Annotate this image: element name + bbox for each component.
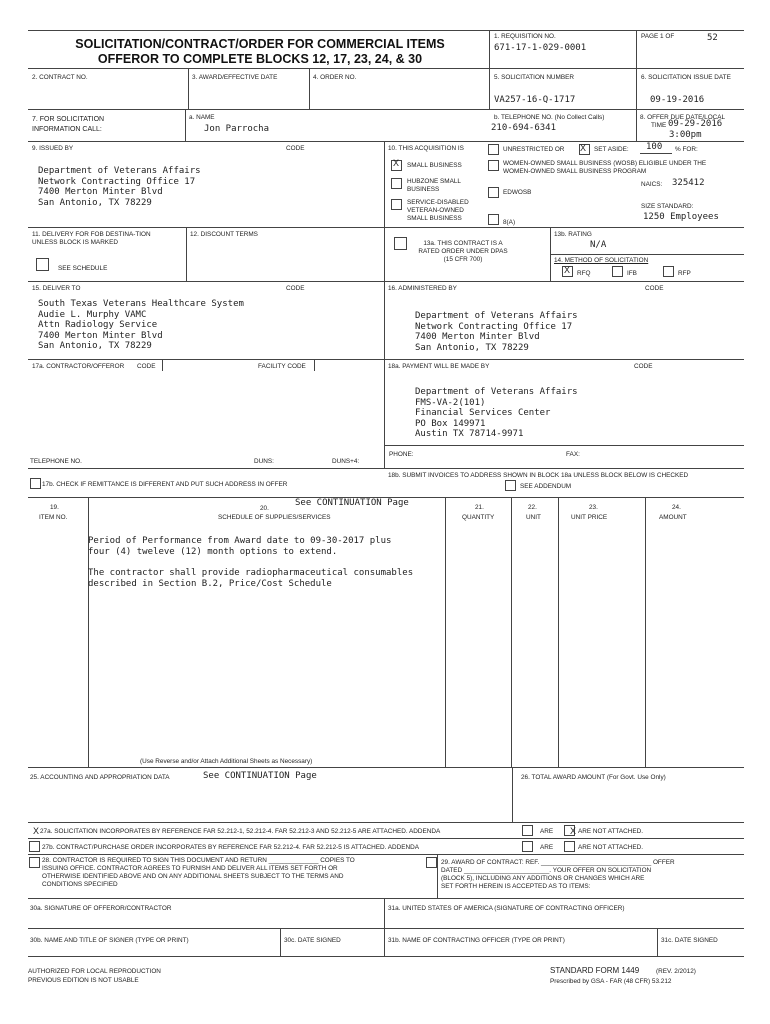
contractor-label: 17a. CONTRACTOR/OFFEROR bbox=[32, 363, 125, 370]
rule bbox=[384, 898, 385, 956]
payment-label: 18a. PAYMENT WILL BE MADE BY bbox=[388, 363, 490, 370]
edwosb-label: EDWOSB bbox=[503, 189, 532, 196]
address-line: FMS-VA-2(101) bbox=[415, 397, 486, 408]
set-aside-pct[interactable]: 100 bbox=[646, 142, 663, 152]
deliver-to-code-label: CODE bbox=[286, 285, 305, 292]
col-item-no-num: 19. bbox=[50, 504, 59, 511]
solicitation-no-label: 5. SOLICITATION NUMBER bbox=[494, 74, 575, 81]
address-line: South Texas Veterans Healthcare System bbox=[38, 299, 244, 309]
31b-name-label: 31b. NAME OF CONTRACTING OFFICER (TYPE OR PRINT) bbox=[388, 937, 565, 944]
wosb-checkbox[interactable] bbox=[488, 160, 499, 171]
schedule-line bbox=[88, 558, 413, 569]
31c-date-label: 31c. DATE SIGNED bbox=[661, 937, 718, 944]
schedule-line: Period of Performance from Award date to 09-30-2017 plus bbox=[88, 536, 392, 546]
submit-invoices-label: 18b. SUBMIT INVOICES TO ADDRESS SHOWN IN BLOCK 18a UNLESS BLOCK BELOW IS CHECKED bbox=[388, 472, 689, 479]
rule bbox=[437, 854, 438, 898]
requisition-no[interactable]: 671-17-1-029-0001 bbox=[494, 43, 587, 53]
27b-are-checkbox[interactable] bbox=[522, 841, 533, 852]
acquisition-label: 10. THIS ACQUISITION IS bbox=[388, 145, 464, 152]
footer-form-number: STANDARD FORM 1449 bbox=[550, 966, 640, 975]
schedule-description bbox=[88, 536, 413, 590]
rule bbox=[512, 767, 513, 822]
29-award-line2: DATED ________________________. YOUR OFFER ON SOLICITATION bbox=[441, 867, 652, 874]
27b-checkbox[interactable] bbox=[29, 841, 40, 852]
duns4-label: DUNS+4: bbox=[332, 458, 360, 465]
wosb-label: WOMEN-OWNED SMALL BUSINESS (WOSB) ELIGIBLE UNDER THE WOMEN-OWNED SMALL BUSINESS PROGRAM bbox=[503, 160, 707, 175]
col-quantity-header: QUANTITY bbox=[462, 514, 495, 521]
27b-label: 27b. CONTRACT/PURCHASE ORDER INCORPORATES BY REFERENCE FAR 52.212-4. FAR 52.212-5 IS ATTACHED. ADDENDA bbox=[42, 844, 420, 851]
rule bbox=[657, 928, 658, 956]
27a-are-not-mark: X bbox=[570, 826, 577, 836]
rfq-check-mark: X bbox=[564, 265, 571, 275]
order-no-label: 4. ORDER NO. bbox=[313, 74, 357, 81]
rated-order-checkbox[interactable] bbox=[394, 237, 407, 250]
unrestricted-label: UNRESTRICTED OR bbox=[503, 146, 565, 153]
deliver-to-label: 15. DELIVER TO bbox=[32, 285, 81, 292]
eight-a-label: 8(A) bbox=[503, 219, 516, 226]
address-line: 7400 Merton Minter Blvd bbox=[415, 332, 540, 342]
address-line: Department of Veterans Affairs bbox=[415, 311, 578, 321]
form-title-line1: SOLICITATION/CONTRACT/ORDER FOR COMMERCIAL ITEMS bbox=[75, 37, 445, 51]
address-line: PO Box 149971 bbox=[415, 418, 486, 429]
set-aside-check-mark: X bbox=[580, 143, 587, 153]
offer-due-label: 8. OFFER DUE DATE/LOCAL bbox=[640, 114, 726, 121]
schedule-line: The contractor shall provide radiopharmaceutical consumables bbox=[88, 568, 414, 579]
payment-phone-label: PHONE: bbox=[389, 451, 414, 458]
address-line: 7400 Merton Minter Blvd bbox=[38, 187, 163, 197]
phone-label: b. TELEPHONE NO. (No Collect Calls) bbox=[494, 114, 605, 121]
rule bbox=[28, 468, 744, 469]
issued-by-label: 9. ISSUED BY bbox=[32, 145, 74, 152]
address-line: Network Contracting Office 17 bbox=[415, 321, 573, 332]
sdvosb-label: SERVICE-DISABLED VETERAN-OWNED SMALL BUSINESS bbox=[407, 199, 469, 222]
col-unit-price-num: 23. bbox=[589, 504, 598, 511]
address-line: San Antonio, TX 78229 bbox=[415, 342, 529, 353]
solicitation-no[interactable]: VA257-16-Q-1717 bbox=[494, 95, 576, 105]
29-award-line4: SET FORTH HEREIN IS ACCEPTED AS TO ITEMS: bbox=[441, 883, 591, 890]
total-award-label: 26. TOTAL AWARD AMOUNT (For Govt. Use Only) bbox=[521, 774, 666, 781]
for-info-label: 7. FOR SOLICITATION INFORMATION CALL: bbox=[32, 116, 105, 133]
rule bbox=[28, 838, 744, 839]
29-checkbox[interactable] bbox=[426, 857, 437, 868]
col-amount-num: 24. bbox=[672, 504, 681, 511]
rule bbox=[28, 141, 744, 142]
contact-phone[interactable]: 210-694-6341 bbox=[491, 123, 557, 133]
see-addendum-label: SEE ADDENDUM bbox=[520, 483, 572, 490]
form-title-line2: OFFEROR TO COMPLETE BLOCKS 12, 17, 23, 24, & 30 bbox=[97, 52, 423, 66]
ifb-label: IFB bbox=[627, 270, 637, 277]
address-line: Attn Radiology Service bbox=[38, 320, 158, 330]
payment-fax-label: FAX: bbox=[566, 451, 580, 458]
delivery-fob-label: 11. DELIVERY FOR FOB DESTINA-TION UNLESS BLOCK IS MARKED bbox=[32, 231, 151, 246]
sdvosb-checkbox[interactable] bbox=[391, 199, 402, 210]
col-unit-price-header: UNIT PRICE bbox=[571, 514, 608, 521]
rule bbox=[188, 68, 189, 109]
facility-code-label: FACILITY CODE bbox=[258, 363, 306, 370]
offer-due-date[interactable]: 09-29-2016 bbox=[668, 119, 723, 129]
small-business-label: SMALL BUSINESS bbox=[407, 162, 462, 169]
issued-by-address bbox=[38, 166, 201, 208]
rating-divider bbox=[550, 254, 744, 255]
size-standard-label: SIZE STANDARD: bbox=[641, 203, 694, 210]
27b-are-label: ARE bbox=[540, 844, 554, 851]
rfp-checkbox[interactable] bbox=[663, 266, 674, 277]
rule bbox=[186, 227, 187, 281]
administered-by-address bbox=[415, 311, 578, 353]
rule bbox=[28, 767, 744, 768]
27a-are-checkbox[interactable] bbox=[522, 825, 533, 836]
rule bbox=[489, 30, 490, 110]
rule bbox=[309, 68, 310, 109]
30c-date-label: 30c. DATE SIGNED bbox=[284, 937, 341, 944]
see-schedule-label: SEE SCHEDULE bbox=[58, 265, 108, 272]
contractor-code-box-divider bbox=[162, 359, 163, 371]
contract-no-label: 2. CONTRACT NO. bbox=[32, 74, 88, 81]
rule bbox=[558, 497, 559, 767]
remittance-label: 17b. CHECK IF REMITTANCE IS DIFFERENT AND PUT SUCH ADDRESS IN OFFER bbox=[42, 481, 288, 488]
remittance-checkbox[interactable] bbox=[30, 478, 41, 489]
footer-authorized: AUTHORIZED FOR LOCAL REPRODUCTION bbox=[28, 968, 161, 975]
unrestricted-checkbox[interactable] bbox=[488, 144, 499, 155]
payment-address bbox=[415, 387, 578, 440]
administered-by-code-label: CODE bbox=[645, 285, 664, 292]
27b-are-not-checkbox[interactable] bbox=[564, 841, 575, 852]
issue-date-label: 6. SOLICITATION ISSUE DATE bbox=[641, 74, 731, 81]
naics-value[interactable]: 325412 bbox=[672, 178, 705, 188]
rule bbox=[511, 497, 512, 767]
col-quantity-num: 21. bbox=[475, 504, 484, 511]
hubzone-checkbox[interactable] bbox=[391, 178, 402, 189]
award-date-label: 3. AWARD/EFFECTIVE DATE bbox=[192, 74, 278, 81]
schedule-line: four (4) tweleve (12) month options to extend. bbox=[88, 546, 338, 557]
time-label: TIME bbox=[651, 122, 667, 129]
address-line: Department of Veterans Affairs bbox=[38, 166, 201, 176]
pct-for-label: % FOR: bbox=[675, 146, 698, 153]
hubzone-label: HUBZONE SMALL BUSINESS bbox=[407, 178, 461, 193]
see-addendum-checkbox[interactable] bbox=[505, 480, 516, 491]
footer-prescribed: Prescribed by GSA - FAR (48 CFR) 53.212 bbox=[550, 978, 672, 985]
col-unit-header: UNIT bbox=[526, 514, 541, 521]
contact-name[interactable]: Jon Parrocha bbox=[204, 124, 270, 134]
rule bbox=[185, 109, 186, 141]
address-line: San Antonio, TX 78229 bbox=[38, 197, 152, 208]
see-schedule-checkbox[interactable] bbox=[36, 258, 49, 271]
naics-label: NAICS: bbox=[641, 181, 663, 188]
29-award-line1: 29. AWARD OF CONTRACT: REF. _______________________________ OFFER bbox=[441, 859, 675, 866]
27a-are-label: ARE bbox=[540, 828, 554, 835]
27a-check-mark: X bbox=[33, 826, 40, 836]
duns-label: DUNS: bbox=[254, 458, 274, 465]
set-aside-label: SET ASIDE: bbox=[594, 146, 629, 153]
rule bbox=[28, 227, 744, 228]
reverse-note: (Use Reverse and/or Attach Additional Sheets as Necessary) bbox=[140, 758, 313, 765]
rule bbox=[280, 928, 281, 956]
discount-terms-label: 12. DISCOUNT TERMS bbox=[190, 231, 258, 238]
address-line: Network Contracting Office 17 bbox=[38, 176, 196, 187]
col-item-no-header: ITEM NO. bbox=[39, 514, 68, 521]
rule bbox=[28, 898, 744, 899]
27a-are-not-label: ARE NOT ATTACHED. bbox=[578, 828, 643, 835]
address-line: San Antonio, TX 78229 bbox=[38, 341, 152, 351]
29-award-line3: (BLOCK 5), INCLUDING ANY ADDITIONS OR CHANGES WHICH ARE bbox=[441, 875, 645, 882]
28-contractor-text: 28. CONTRACTOR IS REQUIRED TO SIGN THIS DOCUMENT AND RETURN ______________ COPIES TO ISSUING OFFICE. CONTRACTOR AGREES TO FURNISH AND DELIVER ALL ITEMS SET FORTH OR OTHERWISE IDENTIFIED ABOVE AND ON ANY ADDITIONAL SHEETS SUBJECT TO THE TERMS AND CONDITIONS SPECIFIED bbox=[42, 857, 355, 888]
27a-label: 27a. SOLICITATION INCORPORATES BY REFERENCE FAR 52.212-1, 52.212-4. FAR 52.212-3 AND 52.212-5 ARE ATTACHED. ADDENDA bbox=[40, 828, 441, 835]
rule bbox=[384, 445, 744, 446]
rating-value[interactable]: N/A bbox=[590, 240, 607, 250]
offer-due-time[interactable]: 3:00pm bbox=[669, 130, 702, 140]
footer-previous-edition: PREVIOUS EDITION IS NOT USABLE bbox=[28, 977, 139, 984]
rule bbox=[28, 854, 744, 855]
rule bbox=[384, 141, 385, 468]
rated-order-label: 13a. THIS CONTRACT IS A RATED ORDER UNDER DPAS (15 CFR 700) bbox=[418, 240, 508, 263]
contractor-code-label: CODE bbox=[137, 363, 156, 370]
col-supplies-note: See CONTINUATION Page bbox=[295, 498, 409, 508]
rfp-label: RFP bbox=[678, 270, 691, 277]
rfq-label: RFQ bbox=[577, 270, 591, 277]
address-line: Austin TX 78714-9971 bbox=[415, 429, 524, 439]
col-unit-num: 22. bbox=[528, 504, 537, 511]
rule bbox=[645, 497, 646, 767]
accounting-label: 25. ACCOUNTING AND APPROPRIATION DATA bbox=[30, 774, 170, 781]
rule bbox=[636, 30, 637, 141]
rating-label: 13b. RATING bbox=[554, 231, 592, 238]
contractor-telephone-label: TELEPHONE NO. bbox=[30, 458, 82, 465]
requisition-label: 1. REQUISITION NO. bbox=[494, 33, 556, 40]
rule bbox=[445, 497, 446, 767]
col-supplies-header: SCHEDULE OF SUPPLIES/SERVICES bbox=[218, 514, 331, 521]
administered-by-label: 16. ADMINISTERED BY bbox=[388, 285, 457, 292]
set-aside-pct-underline bbox=[640, 153, 672, 154]
rule bbox=[28, 956, 744, 957]
issued-by-code-label: CODE bbox=[286, 145, 305, 152]
method-label: 14. METHOD OF SOLICITATION bbox=[554, 257, 649, 264]
edwosb-checkbox[interactable] bbox=[488, 187, 499, 198]
col-supplies-num: 20. bbox=[260, 505, 269, 512]
issue-date[interactable]: 09-19-2016 bbox=[650, 95, 705, 105]
page-total: 52 bbox=[707, 33, 718, 43]
col-amount-header: AMOUNT bbox=[659, 514, 687, 521]
rule bbox=[28, 359, 744, 360]
31a-signature-label: 31a. UNITED STATES OF AMERICA (SIGNATURE OF CONTRACTING OFFICER) bbox=[388, 905, 625, 912]
28-checkbox[interactable] bbox=[29, 857, 40, 868]
schedule-line: described in Section B.2, Price/Cost Schedule bbox=[88, 579, 332, 590]
eight-a-checkbox[interactable] bbox=[488, 214, 499, 225]
page-label: PAGE 1 OF bbox=[641, 33, 675, 40]
30a-signature-label: 30a. SIGNATURE OF OFFEROR/CONTRACTOR bbox=[30, 905, 172, 912]
30b-name-label: 30b. NAME AND TITLE OF SIGNER (TYPE OR PRINT) bbox=[30, 937, 189, 944]
deliver-to-address bbox=[38, 299, 244, 352]
27b-are-not-label: ARE NOT ATTACHED. bbox=[578, 844, 643, 851]
address-line: Financial Services Center bbox=[415, 408, 551, 418]
name-label: a. NAME bbox=[189, 114, 215, 121]
small-business-check-mark: X bbox=[393, 158, 400, 168]
size-standard-value[interactable]: 1250 Employees bbox=[643, 212, 719, 222]
address-line: Department of Veterans Affairs bbox=[415, 387, 578, 397]
rule bbox=[28, 822, 744, 823]
address-line: Audie L. Murphy VAMC bbox=[38, 309, 147, 320]
rule bbox=[28, 928, 744, 929]
rule bbox=[28, 281, 744, 282]
facility-code-divider bbox=[314, 359, 315, 371]
accounting-value[interactable]: See CONTINUATION Page bbox=[203, 771, 317, 781]
ifb-checkbox[interactable] bbox=[612, 266, 623, 277]
footer-revision: (REV. 2/2012) bbox=[656, 968, 696, 975]
payment-code-label: CODE bbox=[634, 363, 653, 370]
address-line: 7400 Merton Minter Blvd bbox=[38, 330, 163, 341]
